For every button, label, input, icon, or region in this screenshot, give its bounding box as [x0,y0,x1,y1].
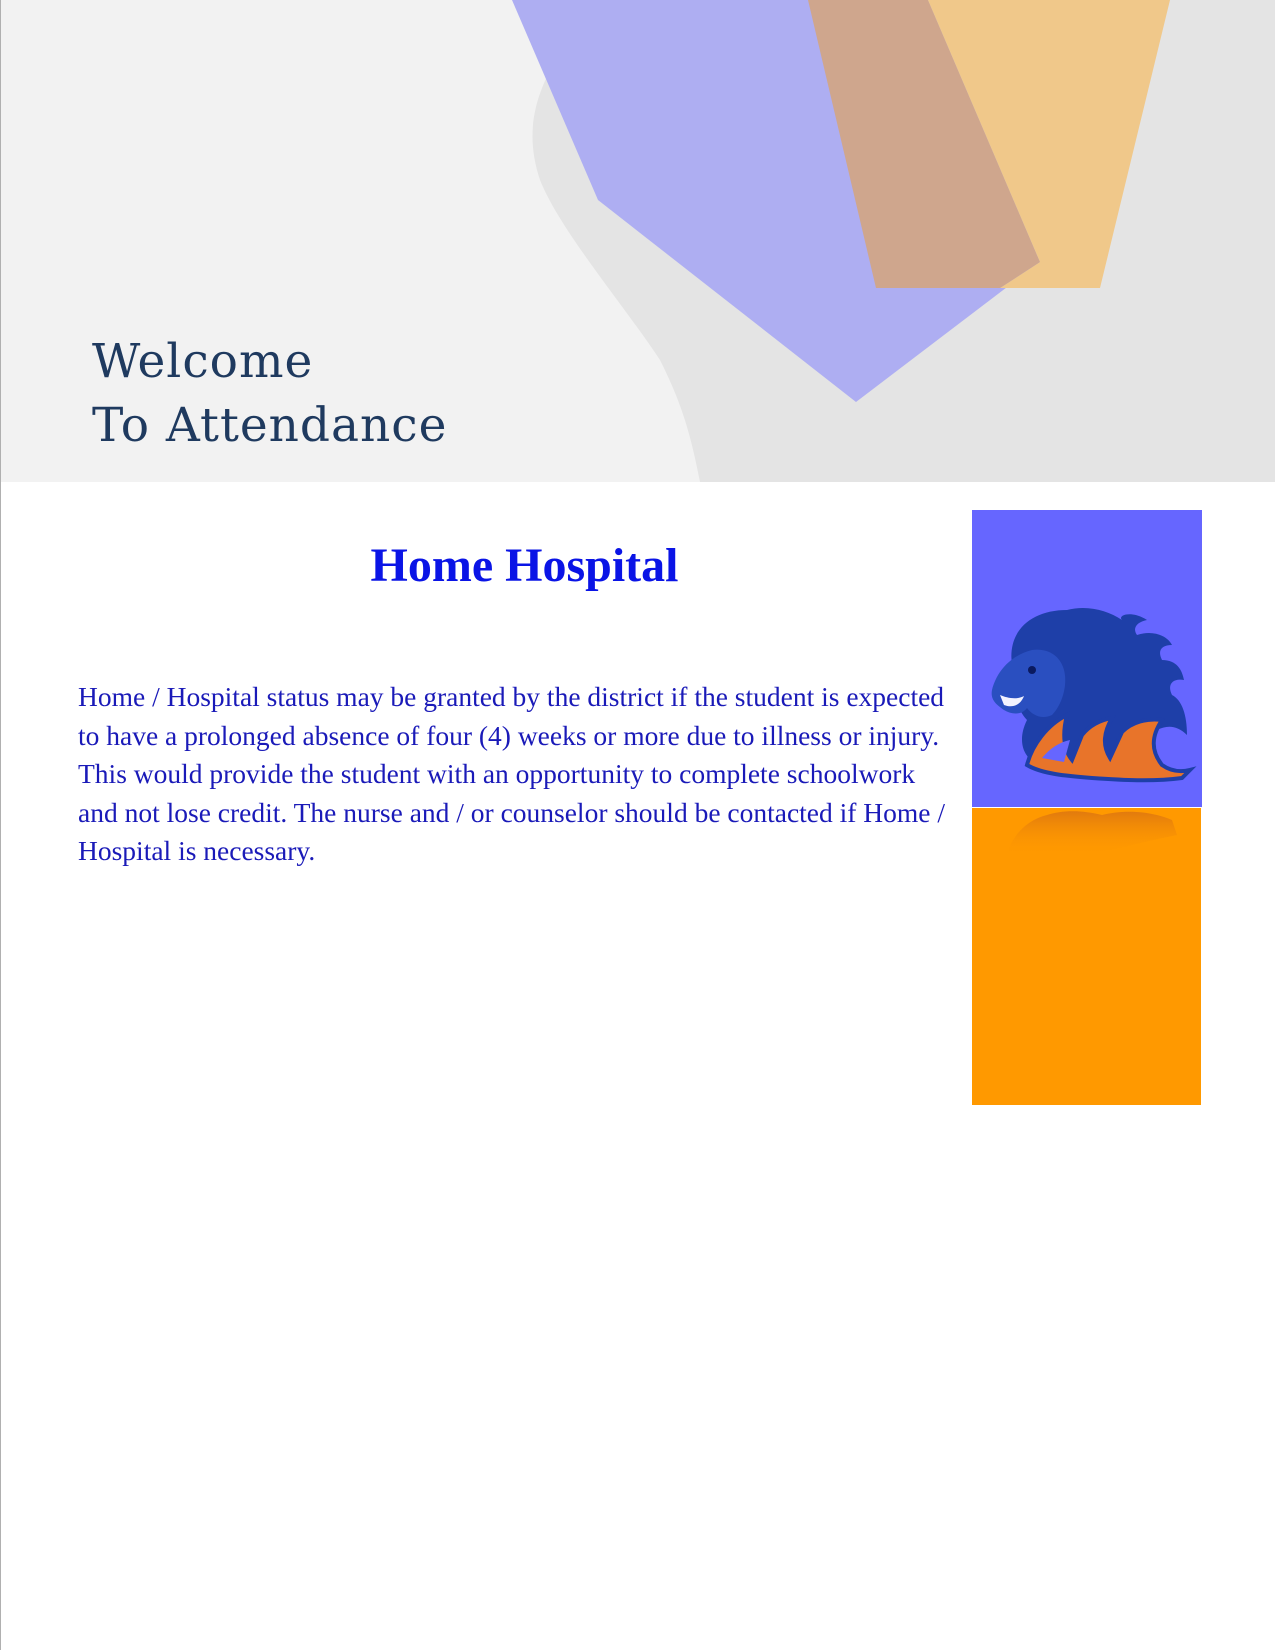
lion-eye-shape [1028,666,1036,674]
lion-am-logo-icon [972,510,1202,1105]
section-body: Home / Hospital status may be granted by the district if the student is expected to have a prolonged absence of four (4) weeks or more due to illness or injury. This would provide the student with an opportunity to complete schoolwork and not lose credit. The nurse and / or counselor should be contacted if Home / Hospital is necessary. [78,681,946,866]
header-banner [0,0,1275,482]
page-title-line-1: Welcome [92,334,314,389]
page-title [92,330,447,458]
section-title: Home Hospital [370,539,679,592]
page-title-line-2: To Attendance [92,398,448,453]
lion-face-shape [992,650,1066,717]
logo-reflection-shape [1007,811,1177,856]
logo-panel [972,510,1202,1105]
